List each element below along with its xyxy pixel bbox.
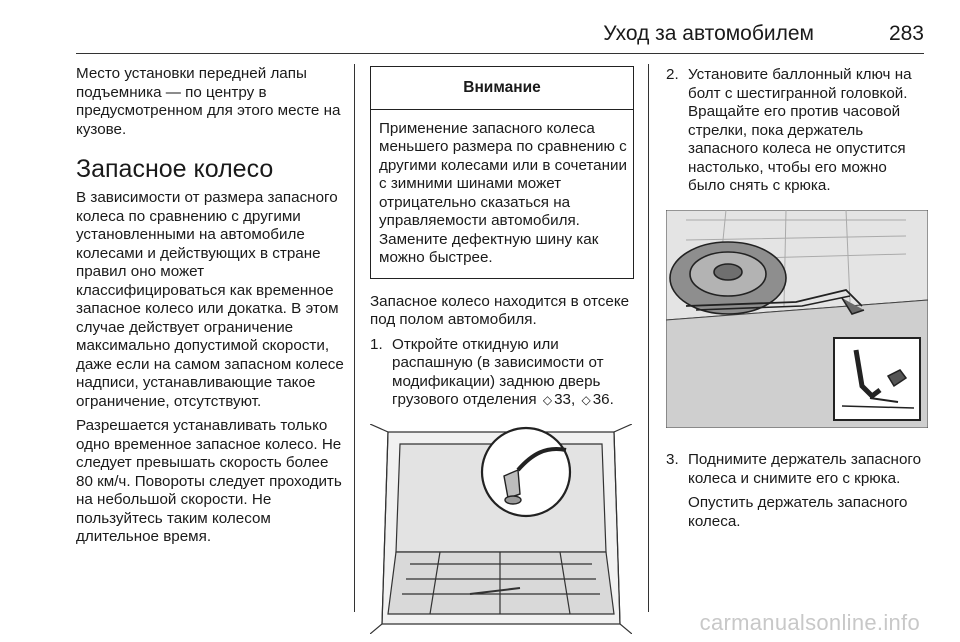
warning-box xyxy=(370,66,634,279)
column-1 xyxy=(76,65,348,553)
page-number: 283 xyxy=(888,22,924,45)
column-divider-1 xyxy=(354,64,355,612)
step-3 xyxy=(666,451,928,531)
step-3-subtext: Опустить держатель запасного колеса. xyxy=(688,494,908,530)
step-3-text: Поднимите держатель запасного колеса и снимите его с крюка. xyxy=(688,451,922,487)
step-2-number: 2. xyxy=(666,66,679,83)
spare-wheel-speed-text: Разрешается устанавливать только одно временное запасное колесо. Не следует превышать скорость более 80 км/ч. Повороты следует проходить на небольшой скорости. Не пользуйтесь таким колесом длительное время. xyxy=(76,417,342,545)
warning-text: Применение запасного колеса меньшего размера по сравнению с другими колесами или в сочетании с зимними шинами может отрицательно сказаться на управляемости автомобиля. Замените дефектную шину как можно быстрее. xyxy=(379,119,627,266)
column-2 xyxy=(370,66,634,639)
step-1-text: Откройте откидную или распашную (в зависимости от модификации) заднюю дверь грузового отделения xyxy=(392,335,604,408)
spare-wheel-heading: Запасное колесо xyxy=(76,155,274,183)
step-1-ref-2: 36. xyxy=(592,391,614,408)
step-1-ref-1: 33, xyxy=(554,391,576,408)
step-3-number: 3. xyxy=(666,451,679,468)
spare-wheel-classification-text: В зависимости от размера запасного колеса по сравнению с другими установленными на автомобиле колесами и действующих в стране правил оно может классифицироваться как временное запасное колесо или докатка. В этом случае действует ограничение максимально допустимой скорости, даже если на самом запасном колесе надписи, устанавливающие такое ограничение, отсутствуют. xyxy=(76,189,344,410)
reference-arrow-icon: ◇ xyxy=(581,393,591,407)
column-3 xyxy=(666,66,928,537)
step-2 xyxy=(666,66,928,196)
cargo-area-illustration xyxy=(370,424,632,634)
header-divider xyxy=(76,53,924,54)
step-1-number: 1. xyxy=(370,335,383,353)
section-title: Уход за автомобилем xyxy=(603,22,814,45)
spare-wheel-underbody-illustration xyxy=(666,210,928,428)
step-2-text: Установите баллонный ключ на болт с шестигранной головкой. Вращайте его против часовой стрелки, пока держатель запасного колеса не опустится настолько, чтобы его можно было снять с крюка. xyxy=(688,66,912,194)
spare-wheel-location-text: Запасное колесо находится в отсеке под полом автомобиля. xyxy=(370,292,630,328)
column-divider-2 xyxy=(648,64,649,612)
reference-arrow-icon: ◇ xyxy=(542,393,553,407)
jack-position-text: Место установки передней лапы подъемника — по центру в предусмотренном для этого месте на кузове. xyxy=(76,65,341,138)
watermark: carmanualsonline.info xyxy=(699,610,920,635)
step-1 xyxy=(370,336,634,410)
warning-title: Внимание xyxy=(371,67,633,110)
